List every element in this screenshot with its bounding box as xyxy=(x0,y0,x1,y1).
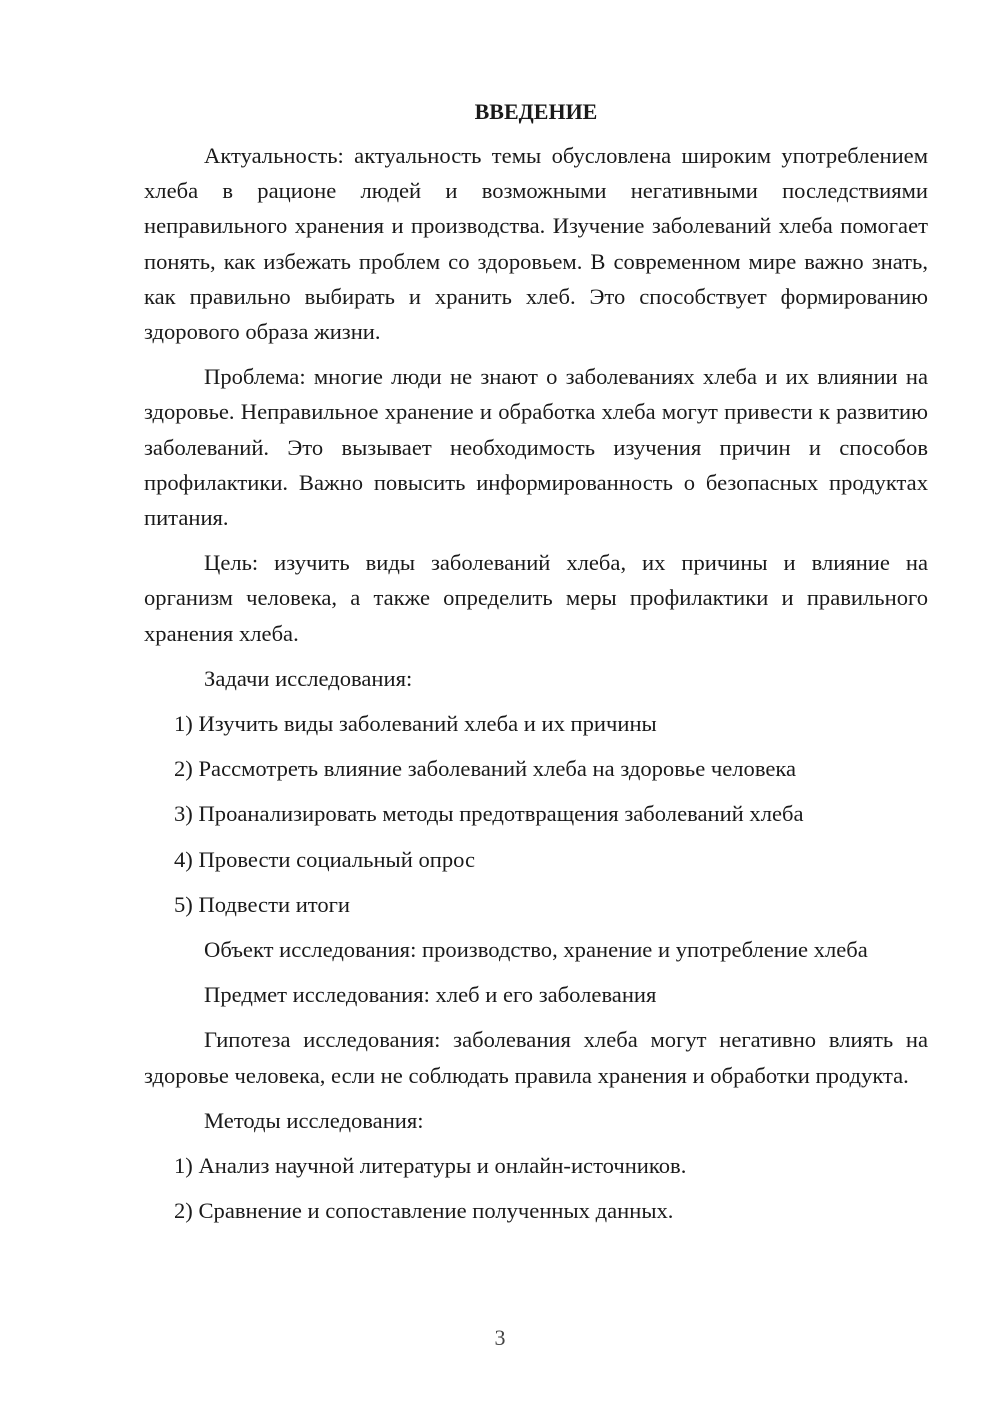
goal-paragraph: Цель: изучить виды заболеваний хлеба, их причины и влияние на организм человека, а также определить меры профилактики и правильного хранения хлеба. xyxy=(144,550,928,646)
task-item: 4) Провести социальный опрос xyxy=(174,846,476,872)
relevance-paragraph: Актуальность: актуальность темы обусловлена широким употреблением хлеба в рационе людей и возможными негативными последствиями неправильного хранения и производства. Изучение заболеваний хлеба помогает понять, как избежать проблем со здоровьем. В современном мире важно знать, как правильно выбирать и хранить хлеб. Это способствует формированию здорового образа жизни. xyxy=(144,143,928,345)
task-item: 2) Рассмотреть влияние заболеваний хлеба на здоровье человека xyxy=(174,756,797,782)
problem-paragraph: Проблема: многие люди не знают о заболеваниях хлеба и их влиянии на здоровье. Неправильное хранение и обработка хлеба могут привести к развитию заболеваний. Это вызывает необходимость изучения причин и способов профилактики. Важно повысить информированность о безопасных продуктах питания. xyxy=(144,364,928,531)
task-item: 3) Проанализировать методы предотвращения заболеваний хлеба xyxy=(174,801,804,827)
tasks-heading: Задачи исследования: xyxy=(204,665,413,691)
hypothesis-paragraph: Гипотеза исследования: заболевания хлеба могут негативно влиять на здоровье человека, если не соблюдать правила хранения и обработки продукта. xyxy=(144,1027,928,1088)
task-item: 5) Подвести итоги xyxy=(174,891,351,917)
subject-paragraph: Предмет исследования: хлеб и его заболевания xyxy=(204,982,657,1008)
object-paragraph: Объект исследования: производство, хранение и употребление хлеба xyxy=(204,937,868,963)
document-page xyxy=(144,96,928,1238)
method-item: 1) Анализ научной литературы и онлайн-источников. xyxy=(174,1153,687,1179)
method-item: 2) Сравнение и сопоставление полученных данных. xyxy=(174,1198,674,1224)
page-number: 3 xyxy=(494,1325,506,1350)
task-item: 1) Изучить виды заболеваний хлеба и их причины xyxy=(174,711,657,737)
methods-heading: Методы исследования: xyxy=(204,1107,424,1133)
page-title: ВВЕДЕНИЕ xyxy=(474,99,598,124)
